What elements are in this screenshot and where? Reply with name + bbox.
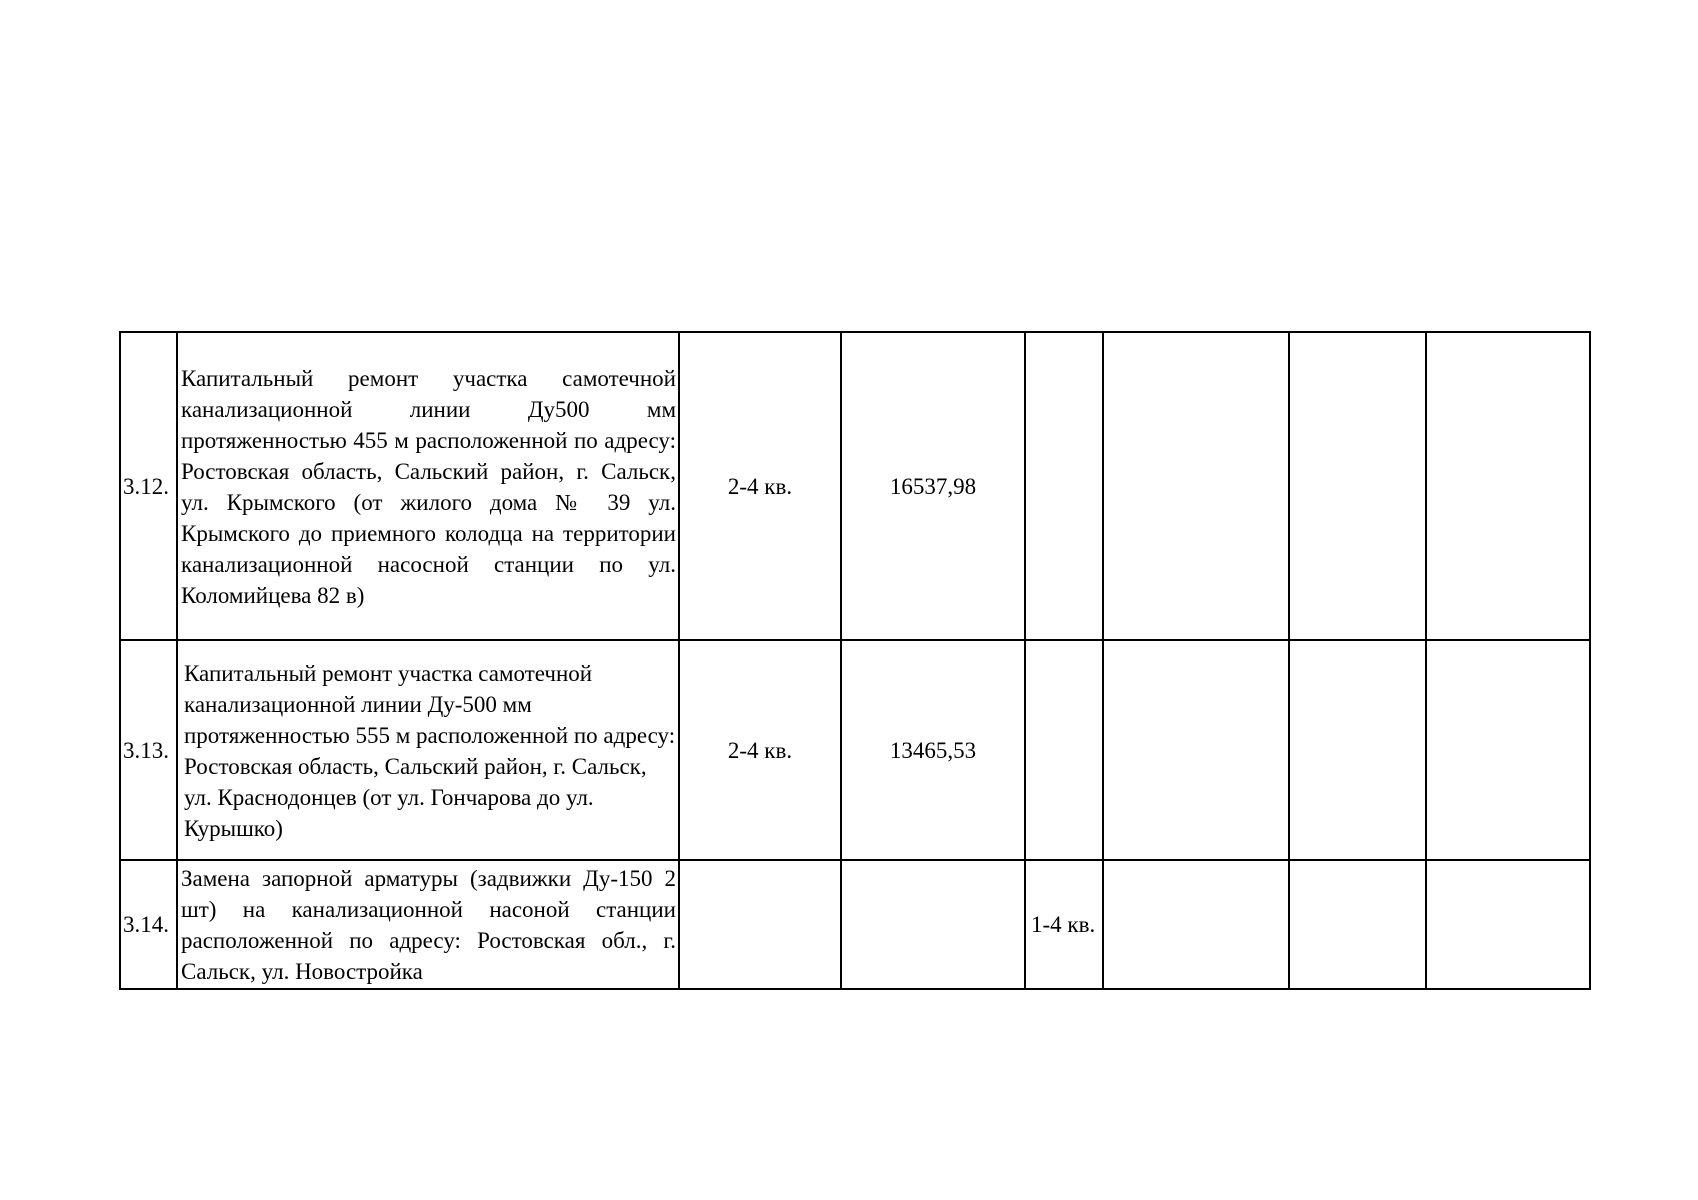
period-2-cell [1025, 640, 1103, 860]
empty-cell [1289, 640, 1426, 860]
amount-cell: 13465,53 [841, 640, 1025, 860]
work-description-cell [177, 860, 679, 989]
empty-cell [1103, 332, 1289, 640]
period-2-cell [1025, 332, 1103, 640]
table-row [120, 860, 1590, 989]
empty-cell [1103, 640, 1289, 860]
empty-cell [1289, 332, 1426, 640]
work-description-cell [177, 640, 679, 860]
work-description-cell [177, 332, 679, 640]
period-cell [679, 860, 841, 989]
empty-cell [1426, 640, 1590, 860]
works-table [119, 331, 1591, 990]
amount-cell: 16537,98 [841, 332, 1025, 640]
amount-cell [841, 860, 1025, 989]
period-cell: 2-4 кв. [679, 640, 841, 860]
work-description-text: Замена запорной арматуры (задвижки Ду-150 2 шт) на канализационной насоной станции расположенной по адресу: Ростовская обл., г. Сальск, ул. Новостройка [181, 865, 676, 984]
table-row [120, 640, 1590, 860]
work-description-text: Капитальный ремонт участка самотечной канализационной линии Ду500 мм протяженностью 455 м расположенной по адресу: Ростовская область, Сальский район, г. Сальск, ул. Крымского (от жилого дома № 39 ул. Крымского до приемного колодца на территории канализационной насосной станции по ул. Коломийцева 82 в) [181, 366, 676, 608]
row-number-cell: 3.14. [120, 860, 177, 989]
row-number-cell: 3.13. [120, 640, 177, 860]
empty-cell [1426, 332, 1590, 640]
work-description-text: Капитальный ремонт участка самотечной канализационной линии Ду-500 мм протяженностью 555 м расположенной по адресу: Ростовская область, Сальский район, г. Сальск, ул. Краснодонцев (от ул. Гончарова до ул. Курышко) [184, 661, 676, 841]
empty-cell [1289, 860, 1426, 989]
period-2-cell: 1-4 кв. [1025, 860, 1103, 989]
row-number-cell: 3.12. [120, 332, 177, 640]
period-cell: 2-4 кв. [679, 332, 841, 640]
empty-cell [1426, 860, 1590, 989]
empty-cell [1103, 860, 1289, 989]
table-row [120, 332, 1590, 640]
